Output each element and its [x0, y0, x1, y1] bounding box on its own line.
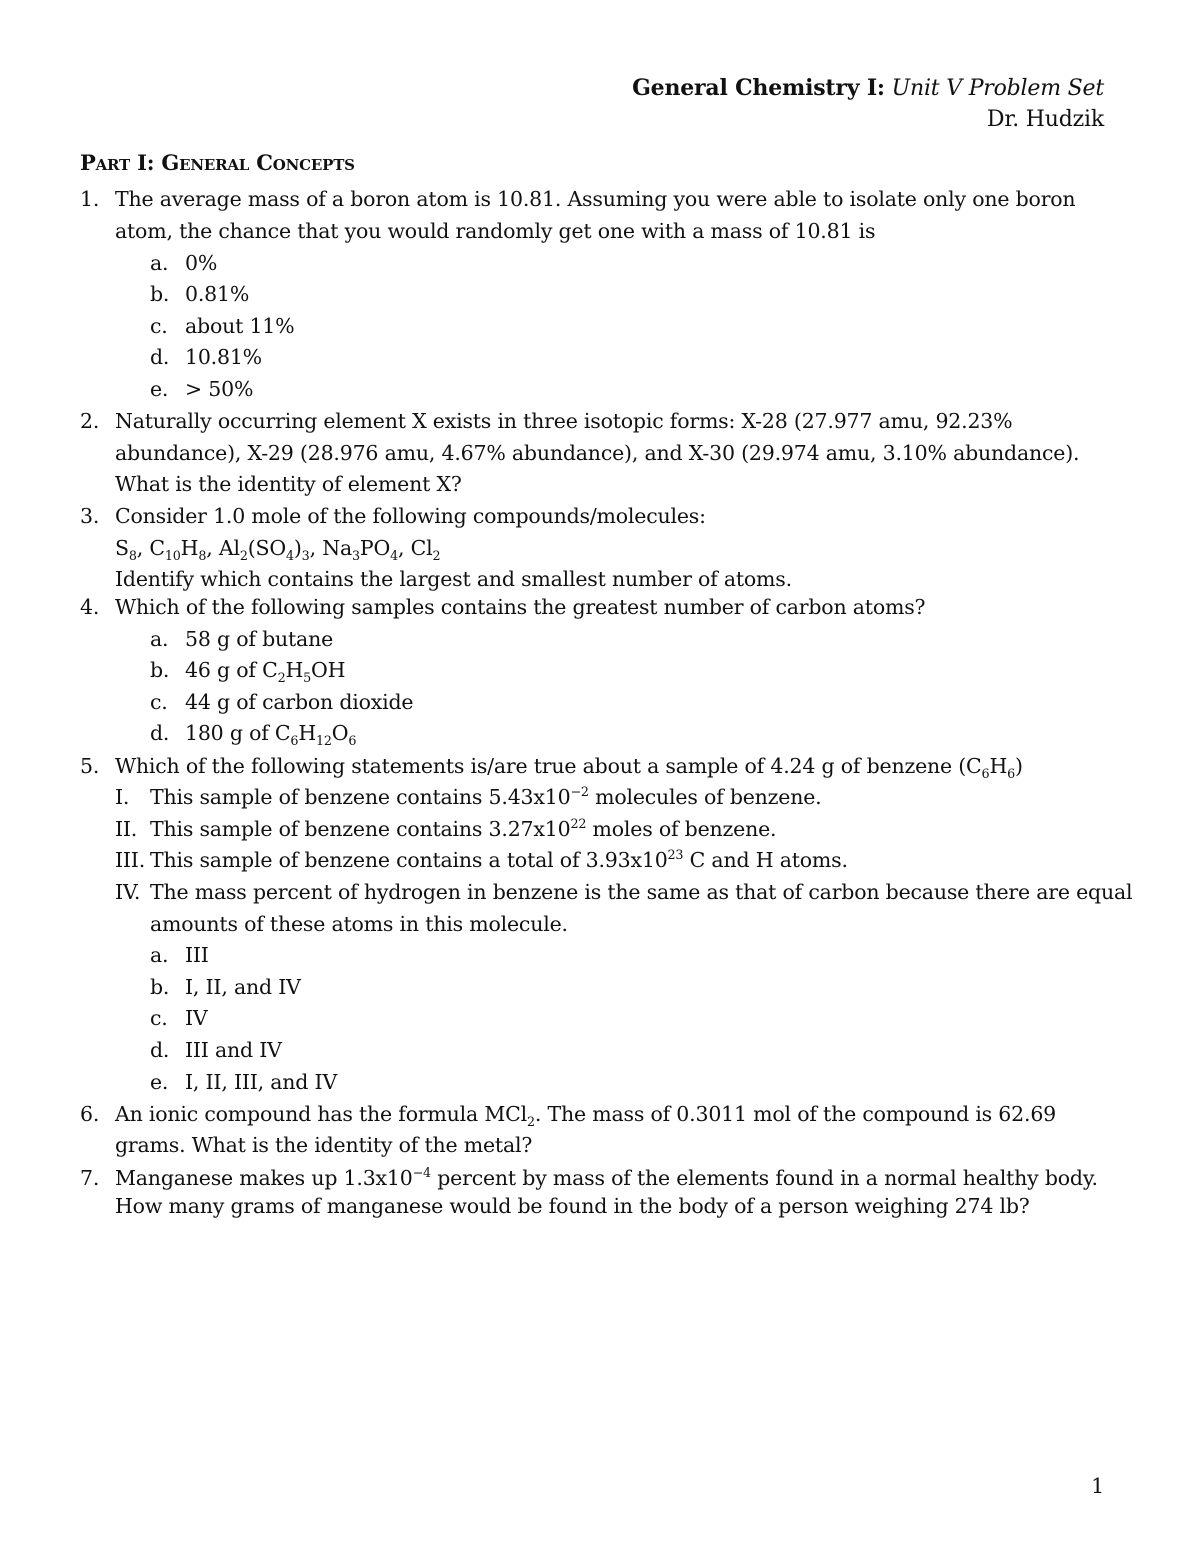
- set-title: Unit V Problem Set: [891, 76, 1104, 101]
- q6-line1: An ionic compound has the formula MCl$_2$. The mass of 0.3011 mol of the compound is 62.69: [115, 1102, 1056, 1130]
- q7-line2: How many grams of manganese would be found in the body of a person weighing 274 lb?: [115, 1194, 1030, 1218]
- q1-option-text: > 50%: [185, 377, 254, 401]
- q4-option-letter: c.: [150, 690, 168, 714]
- q5-statement-number: IV.: [115, 880, 141, 904]
- part-heading: Part I: General Concepts: [80, 150, 355, 175]
- q4-line1: Which of the following samples contains the greatest number of carbon atoms?: [115, 595, 926, 619]
- course-name: General Chemistry I:: [632, 75, 885, 101]
- q5-statement-number: I.: [115, 785, 130, 809]
- q4-option-text: 46 g of $C_2H_5OH$: [185, 658, 346, 686]
- q3-number: 3.: [80, 504, 100, 528]
- q2-line2: abundance), X-29 (28.976 amu, 4.67% abundance), and X-30 (29.974 amu, 3.10% abundance).: [115, 441, 1080, 465]
- q5-statement-text: The mass percent of hydrogen in benzene is the same as that of carbon because there are equal: [150, 880, 1133, 904]
- q5-option-letter: c.: [150, 1006, 168, 1030]
- q4-option-text: 44 g of carbon dioxide: [185, 690, 414, 714]
- q5-option-text: IV: [185, 1006, 208, 1030]
- q1-line1: The average mass of a boron atom is 10.81. Assuming you were able to isolate only one boron: [115, 187, 1076, 211]
- q6-number: 6.: [80, 1102, 100, 1126]
- q4-option-letter: b.: [150, 658, 170, 682]
- q1-option-text: 10.81%: [185, 345, 262, 369]
- q5-option-text: III: [185, 943, 209, 967]
- q5-option-text: I, II, and IV: [185, 975, 301, 999]
- q4-option-letter: d.: [150, 721, 170, 745]
- q5-option-text: I, II, III, and IV: [185, 1070, 338, 1094]
- q4-number: 4.: [80, 595, 100, 619]
- q5-option-letter: e.: [150, 1070, 169, 1094]
- q1-option-text: 0.81%: [185, 282, 250, 306]
- q1-option-text: 0%: [185, 251, 218, 275]
- q5-statement-text: This sample of benzene contains $3.27x10^{22}$ moles of benzene.: [150, 816, 777, 841]
- q3-line3: Identify which contains the largest and smallest number of atoms.: [115, 567, 792, 591]
- q5-option-letter: a.: [150, 943, 169, 967]
- q5-statement-number: III.: [115, 848, 146, 872]
- q7-line1: Manganese makes up $1.3x10^{-4}$ percent by mass of the elements found in a normal healthy body.: [115, 1165, 1098, 1190]
- q5-statement-text: This sample of benzene contains $5.43x10^{-2}$ molecules of benzene.: [150, 784, 822, 809]
- q1-option-letter: d.: [150, 345, 170, 369]
- q1-option-letter: a.: [150, 251, 169, 275]
- q1-option-letter: e.: [150, 377, 169, 401]
- q5-statement-text: This sample of benzene contains a total of $3.93x10^{23}$ C and H atoms.: [150, 847, 848, 872]
- q2-line3: What is the identity of element X?: [115, 472, 462, 496]
- q5-option-text: III and IV: [185, 1038, 282, 1062]
- q3-line1: Consider 1.0 mole of the following compounds/molecules:: [115, 504, 706, 528]
- course-header: [632, 75, 1104, 101]
- q2-line1: Naturally occurring element X exists in three isotopic forms: X-28 (27.977 amu, 92.23%: [115, 409, 1013, 433]
- q3-formula-list: $S_8$, $C_{10}H_8$, $Al_2(SO_4)_3$, $Na_3PO_4$, $Cl_2$: [115, 536, 441, 564]
- q4-option-text: 58 g of butane: [185, 627, 334, 651]
- q6-line2: grams. What is the identity of the metal?: [115, 1133, 533, 1157]
- q4-option-letter: a.: [150, 627, 169, 651]
- q5-statement-number: II.: [115, 817, 138, 841]
- page-number: 1: [1091, 1474, 1104, 1498]
- q5-line1: Which of the following statements is/are true about a sample of 4.24 g of benzene $(C_6H_6)$: [115, 754, 1023, 782]
- q1-option-letter: b.: [150, 282, 170, 306]
- q5-number: 5.: [80, 754, 100, 778]
- q1-option-text: about 11%: [185, 314, 295, 338]
- q5-option-letter: b.: [150, 975, 170, 999]
- q1-option-letter: c.: [150, 314, 168, 338]
- q5-option-letter: d.: [150, 1038, 170, 1062]
- q1-number: 1.: [80, 187, 100, 211]
- q7-number: 7.: [80, 1166, 100, 1190]
- q5-statement-text-cont: amounts of these atoms in this molecule.: [150, 912, 568, 936]
- q1-line2: atom, the chance that you would randomly get one with a mass of 10.81 is: [115, 219, 876, 243]
- q4-option-text: 180 g of $C_6H_{12}O_6$: [185, 721, 357, 749]
- instructor-name: Dr. Hudzik: [986, 107, 1104, 132]
- q2-number: 2.: [80, 409, 100, 433]
